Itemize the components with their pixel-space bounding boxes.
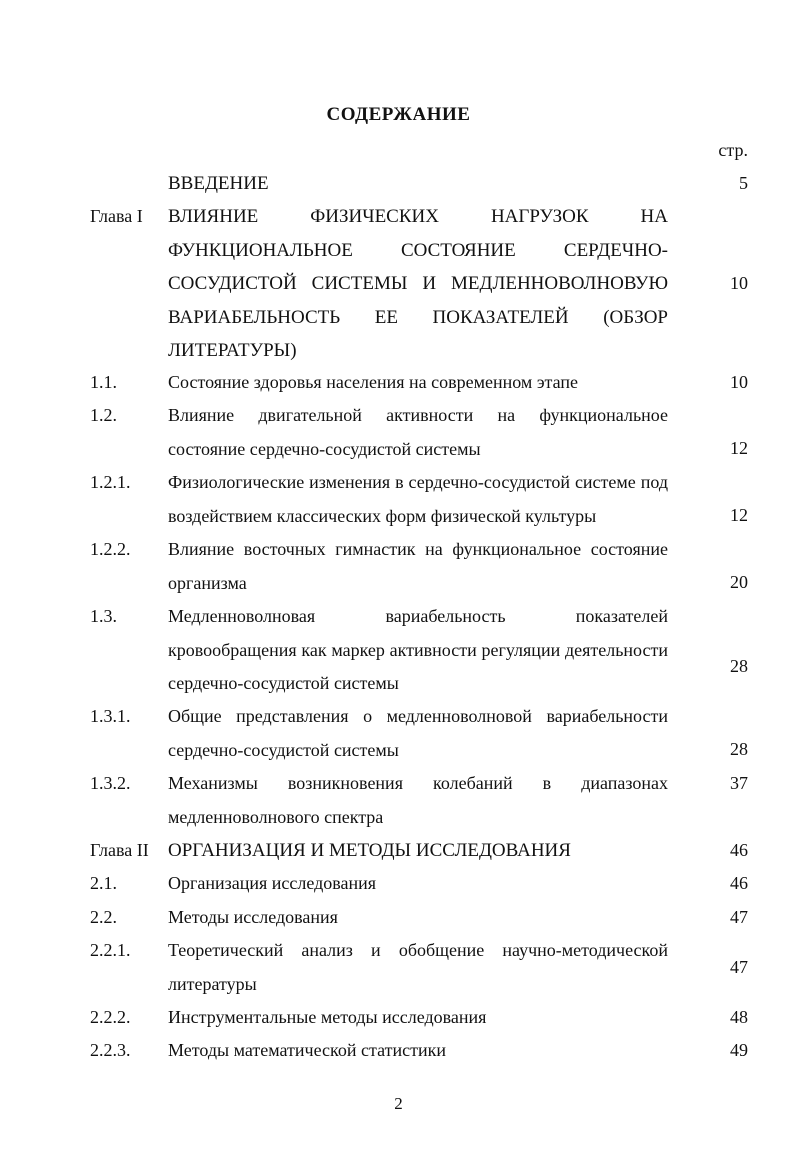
page-column-label: стр. [718, 140, 748, 160]
toc-entry-title: ОРГАНИЗАЦИЯ И МЕТОДЫ ИССЛЕДОВАНИЯ [168, 840, 571, 861]
toc-entry-page: 46 [730, 873, 748, 893]
toc-entry-number: Глава II [90, 840, 149, 860]
toc-entry-title: ВВЕДЕНИЕ [168, 173, 269, 194]
toc-entry-title: Медленноволновая вариабельность показателей кровообращения как маркер активности регуляции деятельности сердечно-сосудистой системы [168, 606, 668, 693]
toc-entry-number: 2.2.3. [90, 1040, 131, 1060]
toc-entry-number: 2.2. [90, 907, 117, 927]
toc-entry-page: 28 [730, 656, 748, 676]
toc-entry-number: 2.1. [90, 873, 117, 893]
toc-entry-title: Состояние здоровья населения на современном этапе [168, 372, 579, 392]
toc-entry-title: Организация исследования [168, 873, 377, 893]
toc-entry-page: 10 [730, 273, 748, 293]
toc-entry-title: Методы исследования [168, 907, 338, 927]
toc-entry-title: Теоретический анализ и обобщение научно-методической литературы [168, 940, 668, 994]
toc-entry-page: 10 [730, 372, 748, 392]
toc-entry-page: 12 [730, 438, 748, 458]
toc-entry-page: 28 [730, 739, 748, 759]
toc-entry-title: Механизмы возникновения колебаний в диапазонах медленноволнового спектра [168, 773, 668, 827]
toc-entry-number: 1.2.1. [90, 472, 131, 492]
toc-entry-number: 1.3.2. [90, 773, 131, 793]
page-number: 2 [394, 1094, 403, 1113]
toc-entry-number: 1.3. [90, 606, 117, 626]
toc-entry-page: 47 [730, 907, 748, 927]
toc-entry-number: 1.2. [90, 405, 117, 425]
toc-entry-page: 48 [730, 1007, 748, 1027]
document-title: СОДЕРЖАНИЕ [326, 104, 471, 125]
toc-entry-title: ВЛИЯНИЕ ФИЗИЧЕСКИХ НАГРУЗОК НА ФУНКЦИОНАЛЬНОЕ СОСТОЯНИЕ СЕРДЕЧНО-СОСУДИСТОЙ СИСТЕМЫ И МЕДЛЕННОВОЛНОВУЮ ВАРИАБЕЛЬНОСТЬ ЕЕ ПОКАЗАТЕЛЕЙ (ОБЗОР ЛИТЕРАТУРЫ) [168, 206, 668, 361]
toc-entry-number: Глава I [90, 206, 143, 226]
toc-entry-page: 5 [739, 173, 748, 193]
toc-entry-page: 12 [730, 505, 748, 525]
toc-entry-title: Влияние восточных гимнастик на функциональное состояние организма [168, 539, 668, 593]
toc-entry-page: 37 [730, 773, 748, 793]
toc-entry-title: Общие представления о медленноволновой вариабельности сердечно-сосудистой системы [168, 706, 668, 760]
toc-entry-title: Влияние двигательной активности на функциональное состояние сердечно-сосудистой системы [168, 405, 668, 459]
toc-entry-page: 47 [730, 957, 748, 977]
toc-entry-page: 20 [730, 572, 748, 592]
toc-entry-page: 49 [730, 1040, 748, 1060]
toc-entry-title: Методы математической статистики [168, 1040, 446, 1060]
toc-entry-number: 1.2.2. [90, 539, 131, 559]
toc-entry-number: 2.2.1. [90, 940, 131, 960]
toc-entry-number: 1.3.1. [90, 706, 131, 726]
toc-entry-page: 46 [730, 840, 748, 860]
toc-entry-title: Инструментальные методы исследования [168, 1007, 487, 1027]
toc-entry-number: 2.2.2. [90, 1007, 131, 1027]
toc-entry-title: Физиологические изменения в сердечно-сосудистой системе под воздействием классических форм физической культуры [168, 472, 668, 526]
toc-entry-number: 1.1. [90, 372, 117, 392]
